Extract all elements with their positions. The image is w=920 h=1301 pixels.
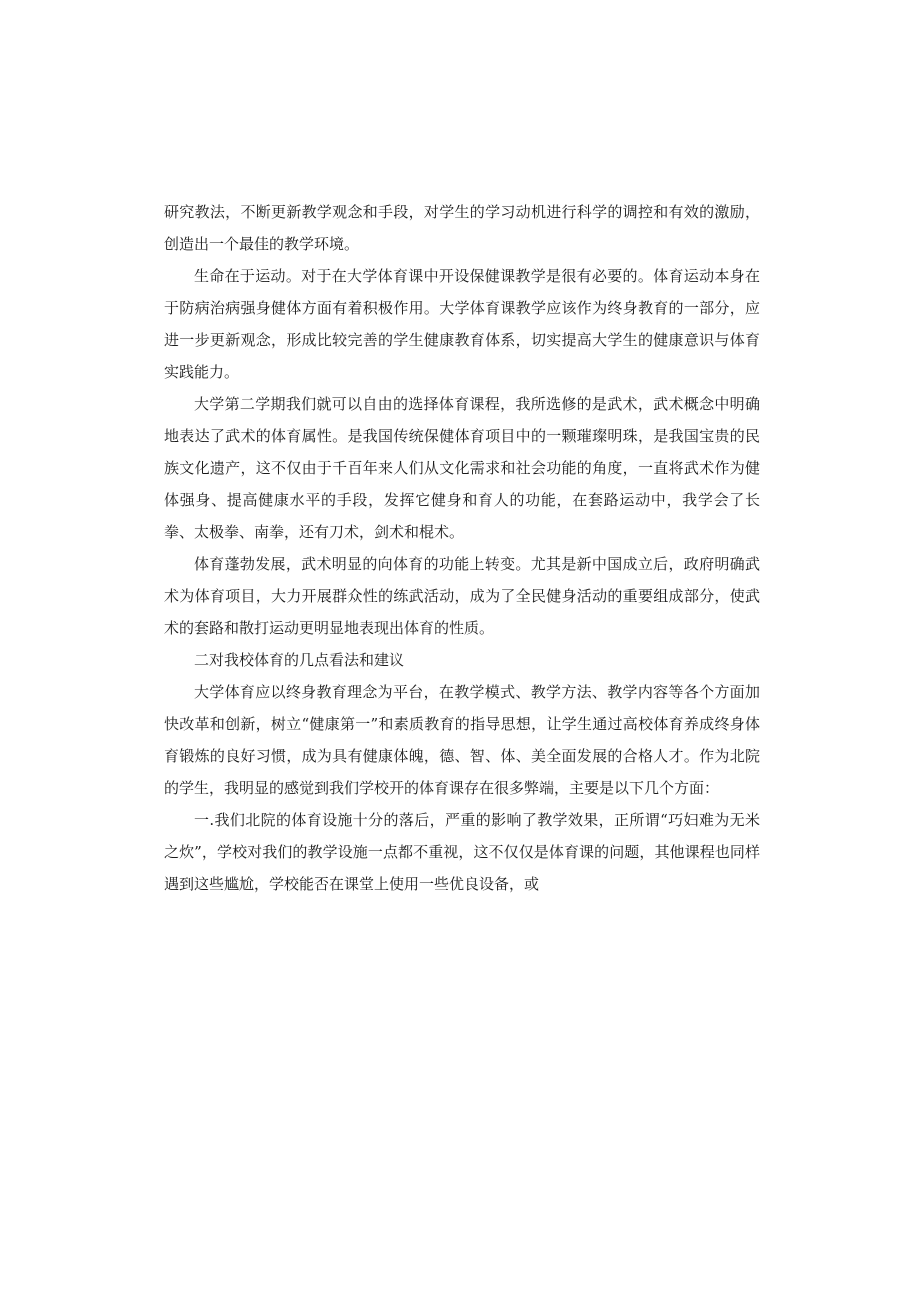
paragraph-sports-development: 体育蓬勃发展，武术明显的向体育的功能上转变。尤其是新中国成立后，政府明确武术为体育项目，大力开展群众性的练武活动，成为了全民健身活动的重要组成部分，使武术的套路和散打运动更明显地表现出体育的性质。 bbox=[164, 555, 760, 637]
section-heading: 二对我校体育的几点看法和建议 bbox=[194, 651, 405, 669]
paragraph-martial-arts: 大学第二学期我们就可以自由的选择体育课程，我所选修的是武术，武术概念中明确地表达了武术的体育属性。是我国传统保健体育项目中的一颗璀璨明珠，是我国宝贵的民族文化遗产，这不仅由于千百年来人们从文化需求和社会功能的角度，一直将武术作为健体强身、提高健康水平的手段，发挥它健身和育人的功能，在套路运动中，我学会了长拳、太极拳、南拳，还有刀术，剑术和棍术。 bbox=[164, 395, 760, 541]
paragraph-facilities: 一.我们北院的体育设施十分的落后，严重的影响了教学效果，正所谓“巧妇难为无米之炊”，学校对我们的教学设施一点都不重视，这不仅仅是体育课的问题，其他课程也同样遇到这些尴尬，学校能否在课堂上使用一些优良设备，或 bbox=[164, 811, 760, 893]
document-body bbox=[164, 196, 760, 900]
paragraph-continuation: 研究教法，不断更新教学观念和手段，对学生的学习动机进行科学的调控和有效的激励，创造出一个最佳的教学环境。 bbox=[164, 203, 760, 253]
paragraph-health-course: 生命在于运动。对于在大学体育课中开设保健课教学是很有必要的。体育运动本身在于防病治病强身健体方面有着积极作用。大学体育课教学应该作为终身教育的一部分，应进一步更新观念，形成比较完善的学生健康教育体系，切实提高大学生的健康意识与体育实践能力。 bbox=[164, 267, 760, 381]
paragraph-lifelong-education: 大学体育应以终身教育理念为平台，在教学模式、教学方法、教学内容等各个方面加快改革和创新，树立“健康第一”和素质教育的指导思想，让学生通过高校体育养成终身体育锻炼的良好习惯，成为具有健康体魄，德、智、体、美全面发展的合格人才。作为北院的学生，我明显的感觉到我们学校开的体育课存在很多弊端，主要是以下几个方面： bbox=[164, 683, 760, 797]
